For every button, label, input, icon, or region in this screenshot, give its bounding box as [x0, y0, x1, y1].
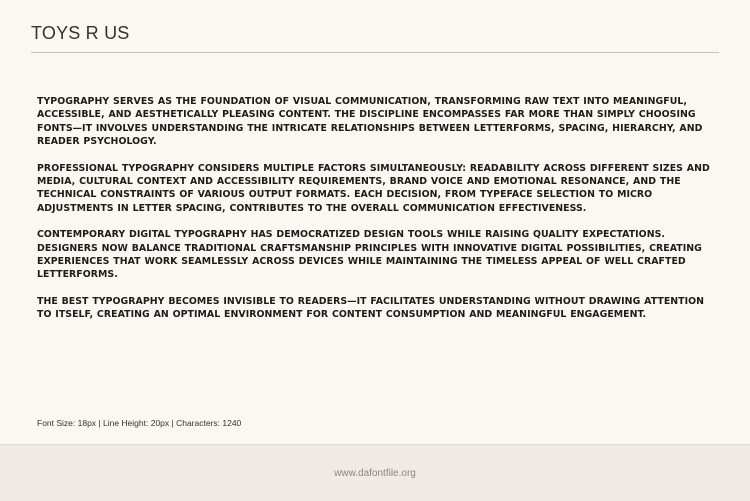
paragraph-1: TYPOGRAPHY SERVES AS THE FOUNDATION OF VISUAL COMMUNICATION, TRANSFORMING RAW TEXT INTO MEANINGFUL, ACCESSIBLE, AND AESTHETICALLY PLEASING CONTENT. THE DISCIPLINE ENCOMPASSES FAR MORE THAN SIMPLY CHOOSING FONTS—IT INVOLVES UNDERSTANDING THE INTRICATE RELATIONSHIPS BETWEEN LETTERFORMS, SPACING, HIERARCHY, AND READER PSYCHOLOGY.: [37, 96, 703, 148]
paragraph-2: PROFESSIONAL TYPOGRAPHY CONSIDERS MULTIPLE FACTORS SIMULTANEOUSLY: READABILITY ACROSS DIFFERENT SIZES AND MEDIA, CULTURAL CONTEXT AND ACCESSIBILITY REQUIREMENTS, BRAND VOICE AND EMOTIONAL RESONANCE, AND THE TECHNICAL CONSTRAINTS OF VARIOUS OUTPUT FORMATS. EACH DECISION, FROM TYPEFACE SELECTION TO MICRO ADJUSTMENTS IN LETTER SPACING, CONTRIBUTES TO THE OVERALL COMMUNICATION EFFECTIVENESS.: [37, 162, 710, 214]
paragraph-3: CONTEMPORARY DIGITAL TYPOGRAPHY HAS DEMOCRATIZED DESIGN TOOLS WHILE RAISING QUALITY EXPECTATIONS. DESIGNERS NOW BALANCE TRADITIONAL CRAFTSMANSHIP PRINCIPLES WITH INNOVATIVE DIGITAL POSSIBILITIES, CREATING EXPERIENCES THAT WORK SEAMLESSLY ACROSS DEVICES WHILE MAINTAINING THE TIMELESS APPEAL OF WELL CRAFTED LETTERFORMS.: [37, 229, 702, 281]
paragraph-4: THE BEST TYPOGRAPHY BECOMES INVISIBLE TO READERS—IT FACILITATES UNDERSTANDING WITHOUT DRAWING ATTENTION TO ITSELF, CREATING AN OPTIMAL ENVIRONMENT FOR CONTENT CONSUMPTION AND MEANINGFUL ENGAGEMENT.: [37, 295, 705, 321]
font-info: Font Size: 18px | Line Height: 20px | Characters: 1240: [37, 418, 242, 428]
header: [31, 20, 719, 53]
website-link[interactable]: www.dafontfile.org: [334, 467, 416, 479]
font-title: TOYS R US: [31, 23, 130, 43]
sample-text: [37, 95, 713, 335]
footer: [0, 444, 750, 501]
